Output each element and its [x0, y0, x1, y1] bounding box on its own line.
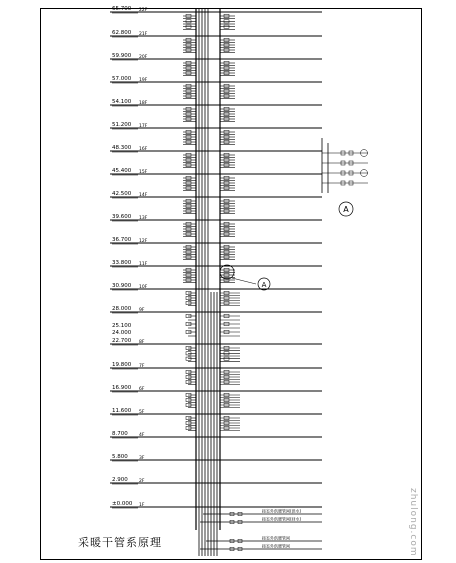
elevation-label: 25.100 — [112, 323, 132, 329]
floor-label: 13F — [139, 216, 148, 221]
floor-label: 11F — [139, 262, 148, 267]
elevation-label: 48.300 — [112, 145, 132, 151]
elevation-label: 16.900 — [112, 385, 132, 391]
detail-marker-label: A — [261, 281, 267, 289]
elevation-label: 28.000 — [112, 306, 132, 312]
detail-a-title-label: A — [343, 205, 349, 214]
elevation-label: ±0.000 — [112, 501, 133, 507]
diagram-title: 采暖干管系原理 — [78, 536, 162, 549]
elevation-label: 19.800 — [112, 362, 132, 368]
floor-label: 22F — [139, 8, 148, 13]
floor-label: 21F — [139, 32, 148, 37]
elevation-label: 54.100 — [112, 99, 132, 105]
floor-label: 15F — [139, 170, 148, 175]
floor-label: 5F — [139, 410, 145, 415]
main-pipe-label: 接室外供暖管网 — [262, 535, 290, 541]
floor-label: 19F — [139, 78, 148, 83]
elevation-label: 36.700 — [112, 237, 132, 243]
elevation-label: 5.800 — [112, 454, 128, 460]
detail-leader-line — [232, 278, 256, 284]
elevation-label: 57.000 — [112, 76, 132, 82]
floor-label: 6F — [139, 387, 145, 392]
elevation-label: 24.000 — [112, 330, 132, 336]
elevation-label: 59.900 — [112, 53, 132, 59]
elevation-label: 51.200 — [112, 122, 132, 128]
floor-label: 7F — [139, 364, 145, 369]
elevation-label: 30.900 — [112, 283, 132, 289]
floor-label: 20F — [139, 55, 148, 60]
elevation-label: 33.800 — [112, 260, 132, 266]
floor-label: 8F — [139, 340, 145, 345]
watermark-text: zhulong.com — [408, 488, 418, 557]
floor-label: 16F — [139, 147, 148, 152]
elevation-label: 2.900 — [112, 477, 128, 483]
floor-label: 3F — [139, 456, 145, 461]
floor-label: 4F — [139, 433, 145, 438]
elevation-label: 8.700 — [112, 431, 128, 437]
floor-label: 12F — [139, 239, 148, 244]
detail-callout-circle — [220, 265, 234, 279]
elevation-label: 42.500 — [112, 191, 132, 197]
elevation-label: 62.800 — [112, 30, 132, 36]
floor-label: 10F — [139, 285, 148, 290]
floor-label: 1F — [139, 503, 145, 508]
main-pipe-label: 接室外供暖管网(回水) — [262, 516, 302, 522]
floor-label: 9F — [139, 308, 145, 313]
floor-label: 14F — [139, 193, 148, 198]
elevation-label: 39.600 — [112, 214, 132, 220]
floor-label: 2F — [139, 479, 145, 484]
elevation-label: 45.400 — [112, 168, 132, 174]
floor-label: 18F — [139, 101, 148, 106]
elevation-label: 22.700 — [112, 338, 132, 344]
elevation-label: 65.700 — [112, 6, 132, 12]
elevation-label: 11.600 — [112, 408, 132, 414]
floor-label: 17F — [139, 124, 148, 129]
main-pipe-label: 接室外供暖管网 — [262, 543, 290, 549]
main-pipe-label: 接室外供暖管网(供水) — [262, 508, 302, 514]
